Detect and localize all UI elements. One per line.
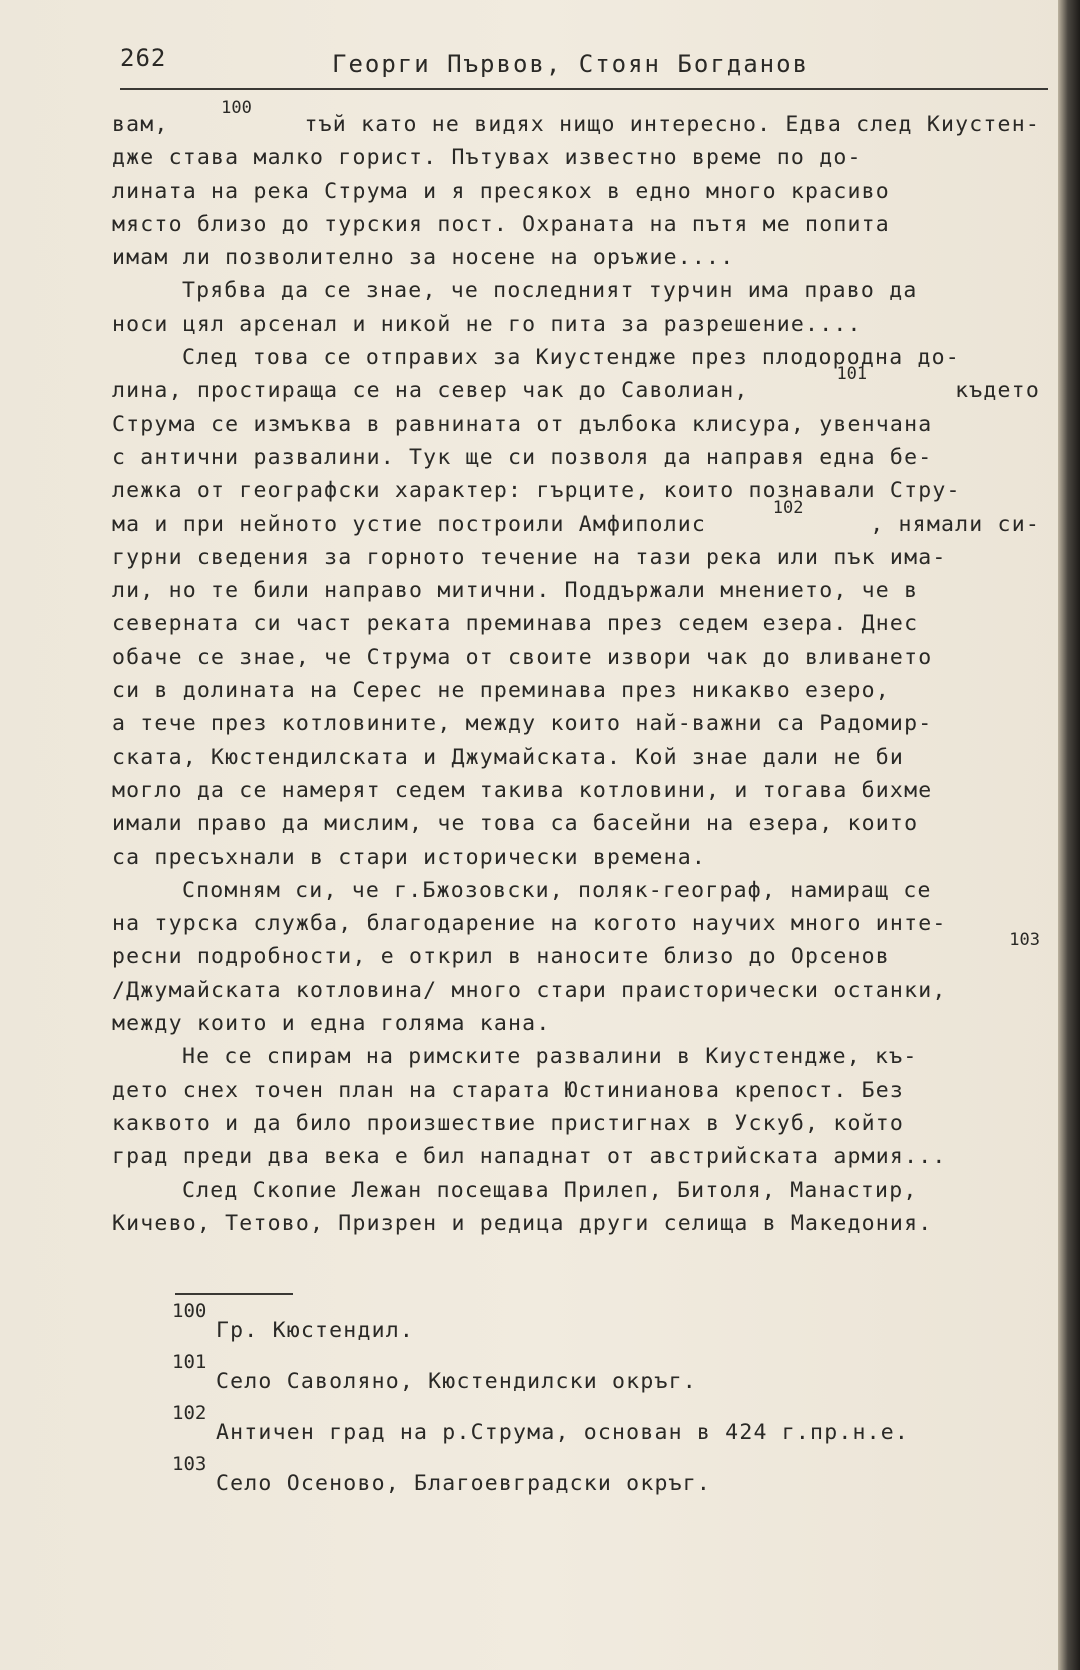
text-line [112,674,1040,707]
text-line [112,874,1040,907]
text-segment: Кичево, Тетово, Призрен и редица други селища в Македония. [112,1210,933,1236]
text-segment: ската, Кюстендилската и Джумайската. Кой знае дали не би [112,744,905,770]
text-line [112,1040,1040,1073]
text-segment: , нямали си- [870,511,1040,537]
text-segment: са пресъхнали в стари исторически времена. [112,844,707,870]
footnote-text: Гр. Кюстендил. [216,1318,415,1343]
text-line [112,175,1040,208]
text-line [112,707,1040,740]
text-segment: /Джумайската котловина/ много стари праисторически останки, [112,977,947,1003]
text-segment: След Скопие Лежан посещава Прилеп, Битоля, Манастир, [182,1177,918,1203]
footnote-reference: 100 [221,98,252,118]
text-segment: тъй като не видях нищо интересно. Едва след Киустен- [304,112,1040,137]
text-line [112,341,1040,374]
footnote-number: 102 [172,1402,207,1424]
page-header [120,42,1048,90]
text-line [112,807,1040,840]
text-segment: Спомням си, че г.Бжозовски, поляк-географ, намиращ се [182,877,932,903]
text-segment: ма и при нейното устие построили Амфиполис [112,511,707,537]
text-line [112,1140,1040,1173]
text-line [112,208,1040,241]
footnotes [172,1300,1012,1504]
page-number: 262 [120,44,167,72]
running-head: Георги Първов, Стоян Богданов [332,50,810,78]
text-line [112,308,1040,341]
text-line [112,1174,1040,1207]
footnote [172,1351,1012,1402]
text-segment: между които и една голяма кана. [112,1011,551,1037]
text-line [112,441,1040,474]
text-segment: вам, [112,112,169,137]
text-line [112,241,1040,274]
text-segment: Трябва да се знае, че последният турчин има право да [182,278,918,304]
footnote-number: 103 [172,1453,207,1475]
text-segment: ли, но те били направо митични. Поддържали мнението, че в [112,578,919,604]
text-segment: лина, простираща се на север чак до Саволиан, [112,378,749,404]
text-segment: град преди два века е бил нападнат от австрийската армия... [112,1144,947,1170]
text-segment: където [955,378,1040,404]
text-line [112,607,1040,640]
text-line [112,474,1040,507]
body-text [112,98,1040,1240]
footnote-reference: 102 [772,497,804,518]
text-line [112,574,1040,607]
footnote-reference: 103 [1009,930,1040,951]
text-line [112,841,1040,874]
text-line [112,408,1040,441]
footnote-text: Село Осеново, Благоевградски окръг. [216,1471,712,1496]
footnote-number: 100 [172,1300,207,1322]
text-segment: лината на река Струма и я пресякох в едно много красиво [112,178,890,204]
text-segment: място близо до турския пост. Охраната на пътя ме попита [112,211,890,237]
footnote-separator [175,1293,293,1295]
text-segment: Струма се измъква в равнината от дълбока клисура, увенчана [112,411,933,437]
text-segment: дже става малко горист. Пътувах известно време по до- [112,145,862,171]
footnote [172,1300,1012,1351]
text-line [112,274,1040,307]
text-line [112,930,1040,973]
text-line [112,541,1040,574]
text-line [112,1074,1040,1107]
text-line [112,98,1040,141]
footnote-reference: 101 [836,364,868,385]
text-segment: северната си част реката преминава през седем езера. Днес [112,611,919,637]
text-segment: лежка от географски характер: гърците, които познавали Стру- [112,478,961,504]
footnote-text: Античен град на р.Струма, основан в 424 г.пр.н.е. [216,1420,910,1445]
text-segment: обаче се знае, че Струма от своите извори чак до вливането [112,644,933,670]
footnote-text: Село Саволяно, Кюстендилски окръг. [216,1369,697,1394]
text-segment: на турска служба, благодарение на когото научих много инте- [112,911,947,937]
text-segment: си в долината на Серес не преминава през никакво езеро, [112,678,890,704]
text-segment: гурни сведения за горното течение на тази река или пък има- [112,544,947,570]
text-line [112,497,1040,541]
text-line [112,1207,1040,1240]
text-segment: носи цял арсенал и никой не го пита за разрешение.... [112,311,862,337]
text-segment: След това се отправих за Киустендже през плодородна до- [182,345,960,371]
book-binding-edge [1058,0,1080,1670]
text-segment: дето снех точен план на старата Юстинианова крепост. Без [112,1077,905,1103]
text-segment: имали право да мислим, че това са басейни на езера, които [112,811,919,837]
footnote-number: 101 [172,1351,207,1373]
text-line [112,741,1040,774]
text-line [112,141,1040,174]
text-segment: а тече през котловините, между които най-важни са Радомир- [112,711,933,737]
text-segment: каквото и да било произшествие пристигнах в Ускуб, който [112,1110,905,1136]
text-segment: Не се спирам на римските развалини в Киустендже, къ- [182,1044,918,1070]
footnote [172,1453,1012,1504]
text-line [112,907,1040,940]
text-line [112,774,1040,807]
text-segment: имам ли позволително за носене на оръжие.... [112,245,735,271]
text-line [112,1007,1040,1040]
footnote [172,1402,1012,1453]
text-line [112,1107,1040,1140]
text-segment: с антични развалини. Тук ще си позволя да направя една бе- [112,444,933,470]
text-line [112,641,1040,674]
text-line [112,974,1040,1007]
text-segment: ресни подробности, е открил в наносите близо до Орсенов [112,944,890,970]
text-segment: могло да се намерят седем такива котловини, и тогава бихме [112,777,933,803]
text-line [112,364,1040,407]
